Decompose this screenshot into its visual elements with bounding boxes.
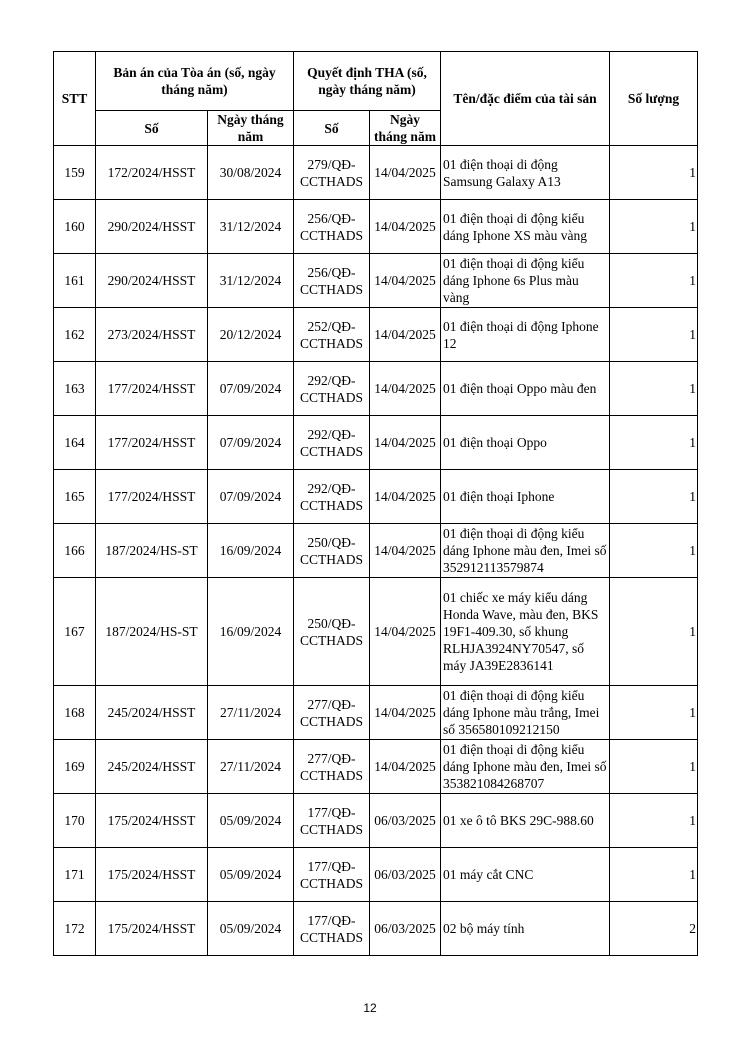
cell-qd-so: 177/QĐ-CCTHADS: [294, 848, 370, 902]
table-row: [54, 470, 698, 524]
cell-ban-an-ngay: 05/09/2024: [208, 848, 294, 902]
cell-ban-an-so: 273/2024/HSST: [96, 308, 208, 362]
header-qd-so: Số: [294, 111, 370, 146]
cell-tai-san: 01 điện thoại di động kiểu dáng Iphone màu đen, Imei số 353821084268707: [441, 740, 610, 794]
cell-ban-an-ngay: 27/11/2024: [208, 740, 294, 794]
cell-stt: 172: [54, 902, 96, 956]
cell-ban-an-so: 177/2024/HSST: [96, 470, 208, 524]
cell-stt: 166: [54, 524, 96, 578]
cell-stt: 159: [54, 146, 96, 200]
table-row: [54, 200, 698, 254]
cell-tai-san: 01 điện thoại di động Iphone 12: [441, 308, 610, 362]
cell-so-luong: 1: [610, 308, 698, 362]
header-stt: STT: [54, 52, 96, 146]
cell-qd-ngay: 14/04/2025: [370, 470, 441, 524]
cell-stt: 163: [54, 362, 96, 416]
cell-ban-an-so: 175/2024/HSST: [96, 848, 208, 902]
table-row: [54, 686, 698, 740]
cell-qd-so: 256/QĐ-CCTHADS: [294, 200, 370, 254]
cell-stt: 162: [54, 308, 96, 362]
cell-so-luong: 1: [610, 794, 698, 848]
cell-qd-so: 177/QĐ-CCTHADS: [294, 902, 370, 956]
cell-tai-san: 01 điện thoại di động kiểu dáng Iphone 6s Plus màu vàng: [441, 254, 610, 308]
cell-qd-so: 277/QĐ-CCTHADS: [294, 686, 370, 740]
header-so-luong: Số lượng: [610, 52, 698, 146]
table-row: [54, 902, 698, 956]
table-row: [54, 578, 698, 686]
cell-stt: 170: [54, 794, 96, 848]
cell-tai-san: 01 điện thoại di động kiểu dáng Iphone màu trắng, Imei số 356580109212150: [441, 686, 610, 740]
cell-qd-so: 177/QĐ-CCTHADS: [294, 794, 370, 848]
cell-tai-san: 01 điện thoại di động Samsung Galaxy A13: [441, 146, 610, 200]
cell-stt: 168: [54, 686, 96, 740]
cell-so-luong: 1: [610, 362, 698, 416]
cell-ban-an-ngay: 20/12/2024: [208, 308, 294, 362]
cell-tai-san: 01 xe ô tô BKS 29C-988.60: [441, 794, 610, 848]
cell-ban-an-ngay: 07/09/2024: [208, 362, 294, 416]
asset-table: [53, 51, 698, 956]
cell-qd-ngay: 14/04/2025: [370, 362, 441, 416]
cell-so-luong: 1: [610, 848, 698, 902]
page-number: 12: [363, 1001, 377, 1015]
cell-stt: 164: [54, 416, 96, 470]
cell-tai-san: 01 điện thoại Iphone: [441, 470, 610, 524]
table-row: [54, 254, 698, 308]
header-ban-an-so: Số: [96, 111, 208, 146]
cell-qd-so: 250/QĐ-CCTHADS: [294, 578, 370, 686]
cell-ban-an-so: 175/2024/HSST: [96, 794, 208, 848]
cell-tai-san: 02 bộ máy tính: [441, 902, 610, 956]
header-ban-an: Bản án của Tòa án (số, ngày tháng năm): [96, 52, 294, 111]
cell-stt: 161: [54, 254, 96, 308]
cell-ban-an-ngay: 07/09/2024: [208, 416, 294, 470]
cell-tai-san: 01 điện thoại Oppo màu đen: [441, 362, 610, 416]
cell-qd-ngay: 14/04/2025: [370, 254, 441, 308]
cell-tai-san: 01 điện thoại di động kiểu dáng Iphone XS màu vàng: [441, 200, 610, 254]
cell-qd-ngay: 14/04/2025: [370, 308, 441, 362]
cell-ban-an-ngay: 07/09/2024: [208, 470, 294, 524]
cell-ban-an-so: 187/2024/HS-ST: [96, 578, 208, 686]
cell-qd-ngay: 06/03/2025: [370, 848, 441, 902]
cell-ban-an-so: 187/2024/HS-ST: [96, 524, 208, 578]
cell-ban-an-ngay: 05/09/2024: [208, 902, 294, 956]
cell-qd-ngay: 14/04/2025: [370, 200, 441, 254]
header-ten-tai-san: Tên/đặc điểm của tài sản: [441, 52, 610, 146]
cell-ban-an-so: 175/2024/HSST: [96, 902, 208, 956]
header-quyet-dinh: Quyết định THA (số, ngày tháng năm): [294, 52, 441, 111]
table-row: [54, 524, 698, 578]
header-qd-ngay: Ngày tháng năm: [370, 111, 441, 146]
cell-qd-so: 277/QĐ-CCTHADS: [294, 740, 370, 794]
table-row: [54, 146, 698, 200]
cell-qd-ngay: 14/04/2025: [370, 686, 441, 740]
cell-tai-san: 01 chiếc xe máy kiểu dáng Honda Wave, màu đen, BKS 19F1-409.30, số khung RLHJA3924NY70547, số máy JA39E2836141: [441, 578, 610, 686]
cell-so-luong: 1: [610, 524, 698, 578]
cell-qd-so: 256/QĐ-CCTHADS: [294, 254, 370, 308]
table-body: [54, 146, 698, 956]
table-row: [54, 416, 698, 470]
header-ban-an-ngay: Ngày tháng năm: [208, 111, 294, 146]
cell-ban-an-ngay: 30/08/2024: [208, 146, 294, 200]
cell-ban-an-so: 290/2024/HSST: [96, 254, 208, 308]
cell-so-luong: 1: [610, 578, 698, 686]
cell-qd-ngay: 14/04/2025: [370, 416, 441, 470]
cell-stt: 167: [54, 578, 96, 686]
cell-ban-an-ngay: 05/09/2024: [208, 794, 294, 848]
cell-stt: 165: [54, 470, 96, 524]
cell-qd-ngay: 14/04/2025: [370, 524, 441, 578]
cell-tai-san: 01 điện thoại di động kiểu dáng Iphone màu đen, Imei số 352912113579874: [441, 524, 610, 578]
cell-so-luong: 2: [610, 902, 698, 956]
cell-tai-san: 01 điện thoại Oppo: [441, 416, 610, 470]
cell-ban-an-ngay: 31/12/2024: [208, 254, 294, 308]
cell-ban-an-so: 245/2024/HSST: [96, 740, 208, 794]
cell-tai-san: 01 máy cắt CNC: [441, 848, 610, 902]
cell-ban-an-ngay: 31/12/2024: [208, 200, 294, 254]
cell-qd-so: 292/QĐ-CCTHADS: [294, 470, 370, 524]
cell-qd-so: 292/QĐ-CCTHADS: [294, 416, 370, 470]
cell-stt: 169: [54, 740, 96, 794]
cell-qd-ngay: 14/04/2025: [370, 146, 441, 200]
cell-ban-an-so: 172/2024/HSST: [96, 146, 208, 200]
cell-qd-so: 292/QĐ-CCTHADS: [294, 362, 370, 416]
cell-qd-ngay: 14/04/2025: [370, 740, 441, 794]
cell-qd-so: 279/QĐ-CCTHADS: [294, 146, 370, 200]
cell-ban-an-so: 245/2024/HSST: [96, 686, 208, 740]
cell-so-luong: 1: [610, 416, 698, 470]
table-row: [54, 362, 698, 416]
cell-ban-an-so: 177/2024/HSST: [96, 362, 208, 416]
table-row: [54, 308, 698, 362]
cell-qd-so: 250/QĐ-CCTHADS: [294, 524, 370, 578]
cell-so-luong: 1: [610, 470, 698, 524]
cell-qd-ngay: 14/04/2025: [370, 578, 441, 686]
cell-stt: 171: [54, 848, 96, 902]
table-row: [54, 794, 698, 848]
cell-ban-an-ngay: 16/09/2024: [208, 578, 294, 686]
cell-ban-an-so: 177/2024/HSST: [96, 416, 208, 470]
cell-stt: 160: [54, 200, 96, 254]
cell-so-luong: 1: [610, 254, 698, 308]
cell-qd-so: 252/QĐ-CCTHADS: [294, 308, 370, 362]
table-row: [54, 740, 698, 794]
cell-so-luong: 1: [610, 200, 698, 254]
cell-ban-an-ngay: 16/09/2024: [208, 524, 294, 578]
cell-so-luong: 1: [610, 686, 698, 740]
cell-so-luong: 1: [610, 146, 698, 200]
cell-qd-ngay: 06/03/2025: [370, 902, 441, 956]
table-row: [54, 848, 698, 902]
cell-so-luong: 1: [610, 740, 698, 794]
cell-ban-an-so: 290/2024/HSST: [96, 200, 208, 254]
cell-qd-ngay: 06/03/2025: [370, 794, 441, 848]
cell-ban-an-ngay: 27/11/2024: [208, 686, 294, 740]
